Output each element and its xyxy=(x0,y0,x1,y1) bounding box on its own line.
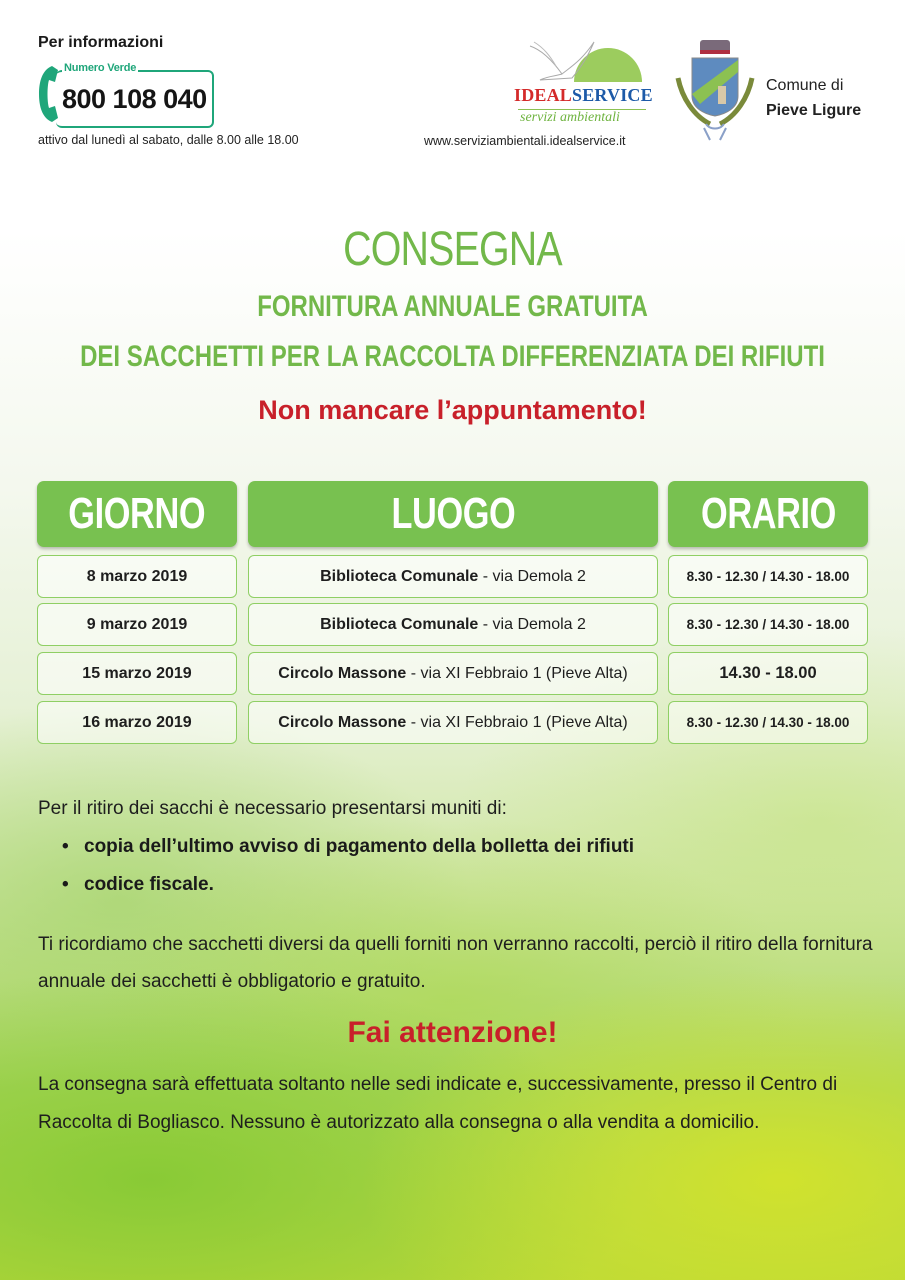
toll-free-phone-box xyxy=(38,62,216,128)
date-cell: 8 marzo 2019 xyxy=(37,555,237,598)
place-cell: Circolo Massone - via XI Febbraio 1 (Pieve Alta) xyxy=(248,701,658,744)
subtitle-line-1: FORNITURA ANNUALE GRATUITA xyxy=(257,290,648,323)
warning-heading: Fai attenzione! xyxy=(347,1016,558,1049)
comune-name: Pieve Ligure xyxy=(766,102,862,119)
requirements-list xyxy=(62,834,634,910)
date-cell: 15 marzo 2019 xyxy=(37,652,237,695)
time-cell: 8.30 - 12.30 / 14.30 - 18.00 xyxy=(668,603,868,646)
column-header-giorno: GIORNO xyxy=(37,481,237,547)
requirements-intro: Per il ritiro dei sacchi è necessario presentarsi muniti di: xyxy=(38,798,507,819)
date-cell: 16 marzo 2019 xyxy=(37,701,237,744)
place-cell: Biblioteca Comunale - via Demola 2 xyxy=(248,555,658,598)
toll-free-label: Numero Verde xyxy=(64,62,137,74)
column-header-luogo: LUOGO xyxy=(248,481,658,547)
bird-sun-icon xyxy=(512,36,647,86)
bullet-icon: • xyxy=(62,874,69,895)
time-cell: 14.30 - 18.00 xyxy=(668,652,868,695)
warning-paragraph: La consegna sarà effettuata soltanto nelle sedi indicate e, successivamente, presso il Centro di Raccolta di Bogliasco. Nessuno è autorizzato alla consegna o alla vendita a domicilio. xyxy=(38,1074,838,1133)
place-cell: Biblioteca Comunale - via Demola 2 xyxy=(248,603,658,646)
comune-crest-icon xyxy=(670,38,760,146)
time-cell: 8.30 - 12.30 / 14.30 - 18.00 xyxy=(668,701,868,744)
reminder-heading: Non mancare l’appuntamento! xyxy=(258,395,647,425)
idealservice-logo xyxy=(512,36,653,131)
place-cell: Circolo Massone - via XI Febbraio 1 (Pieve Alta) xyxy=(248,652,658,695)
phone-number[interactable]: 800 108 040 xyxy=(62,84,207,114)
subtitle-line-2: DEI SACCHETTI PER LA RACCOLTA DIFFERENZIATA DEI RIFIUTI xyxy=(80,340,825,373)
info-label: Per informazioni xyxy=(38,34,164,51)
time-cell: 8.30 - 12.30 / 14.30 - 18.00 xyxy=(668,555,868,598)
website-link[interactable]: www.serviziambientali.idealservice.it xyxy=(424,134,626,148)
service-hours: attivo dal lunedì al sabato, dalle 8.00 alle 18.00 xyxy=(38,133,299,147)
page-title: CONSEGNA xyxy=(343,223,562,276)
bullet-icon: • xyxy=(62,836,69,857)
column-header-orario: ORARIO xyxy=(668,481,868,547)
comune-label: Comune di xyxy=(766,77,844,94)
date-cell: 9 marzo 2019 xyxy=(37,603,237,646)
reminder-paragraph: Ti ricordiamo che sacchetti diversi da quelli forniti non verranno raccolti, perciò il ritiro della fornitura annuale dei sacchetti è obbligatorio e gratuito. xyxy=(38,934,873,992)
list-item: • codice fiscale. xyxy=(62,872,634,910)
brand-tagline: servizi ambientali xyxy=(520,110,620,125)
list-item: • copia dell’ultimo avviso di pagamento della bolletta dei rifiuti xyxy=(62,834,634,872)
brand-name: IDEALSERVICE xyxy=(514,85,653,105)
